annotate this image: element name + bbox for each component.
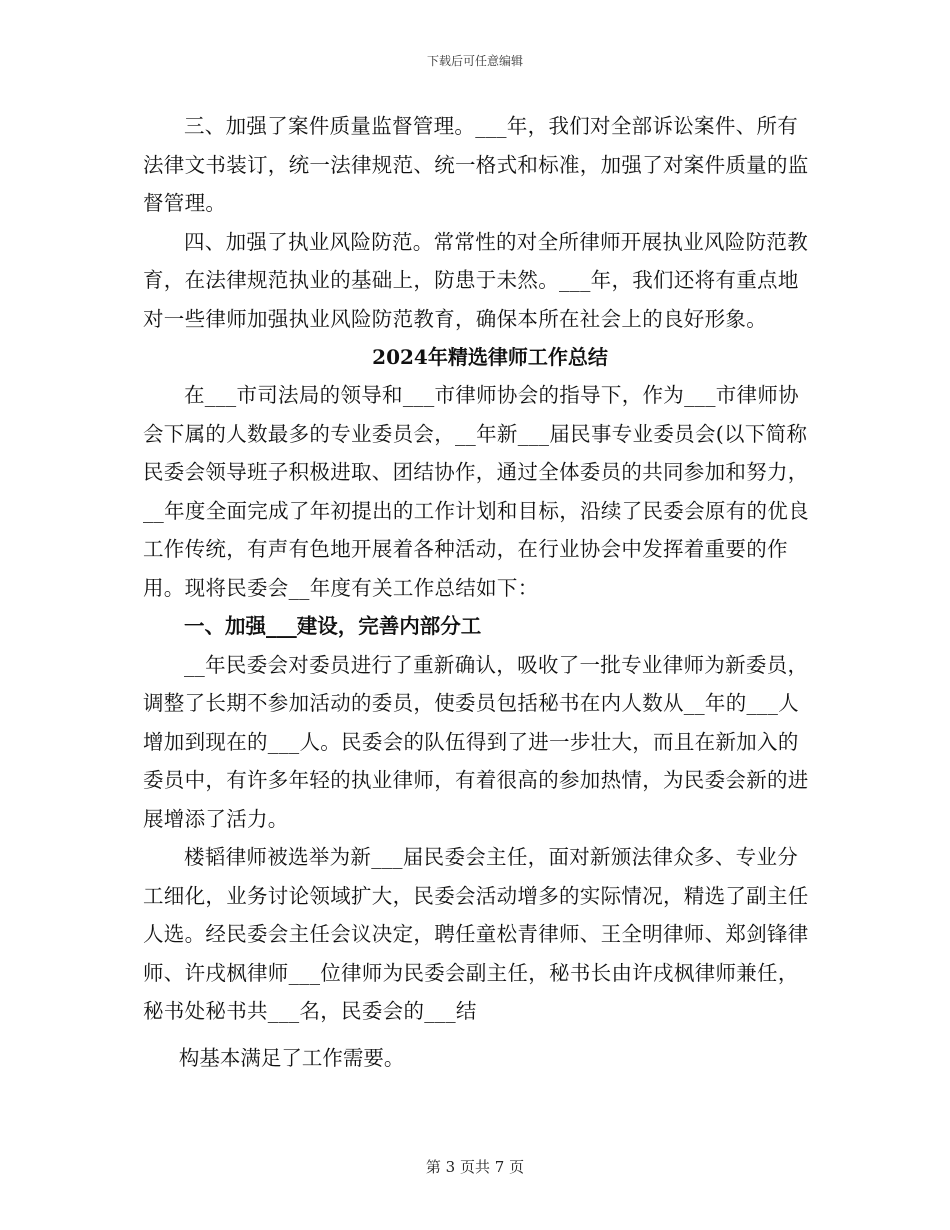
document-title: 2024年精选律师工作总结 [372, 345, 608, 369]
paragraph-intro: 在___市司法局的领导和___市律师协会的指导下，作为___市律师协会下属的人数最多的专业委员会，__年新___届民事专业委员会(以下简称民委会领导班子积极进取、团结协作，通过全体委员的共同参加和努力，__年度全面完成了年初提出的工作计划和目标，沿续了民委会原有的优良工作传统，有声有色地开展着各种活动，在行业协会中发挥着重要的作用。现将民委会__年度有关工作总结如下： [143, 383, 809, 600]
paragraph-tail: 构基本满足了工作需要。 [178, 1045, 405, 1070]
paragraph-member-confirmation: __年民委会对委员进行了重新确认，吸收了一批专业律师为新委员，调整了长期不参加活动的委员，使委员包括秘书在内人数从__年的___人增加到现在的___人。民委会的队伍得到了进一步壮大，而且在新加入的委员中，有许多年轻的执业律师，有着很高的参加热情，为民委会新的进展增添了活力。 [143, 652, 809, 831]
page-footer: 第 3 页共 7 页 [425, 1158, 525, 1176]
paragraph-risk-prevention: 四、加强了执业风险防范。常常性的对全所律师开展执业风险防范教育，在法律规范执业的基础上，防患于未然。___年，我们还将有重点地对一些律师加强执业风险防范教育，确保本所在社会上的良好形象。 [143, 229, 808, 331]
document-body [143, 107, 813, 1077]
page-header: 下载后可任意编辑 [426, 54, 523, 68]
section-heading-1: 一、加强___建设，完善内部分工 [184, 614, 482, 638]
paragraph-leadership: 楼韬律师被选举为新___届民委会主任，面对新颁法律众多、专业分工细化，业务讨论领域扩大，民委会活动增多的实际情况，精选了副主任人选。经民委会主任会议决定，聘任童松青律师、王全明律师、郑剑锋律师、许戌枫律师___位律师为民委会副主任，秘书长由许戌枫律师兼任，秘书处秘书共___名，民委会的___结 [143, 845, 809, 1023]
paragraph-case-quality: 三、加强了案件质量监督管理。___年，我们对全部诉讼案件、所有法律文书装订，统一法律规范、统一格式和标准，加强了对案件质量的监督管理。 [143, 114, 809, 215]
